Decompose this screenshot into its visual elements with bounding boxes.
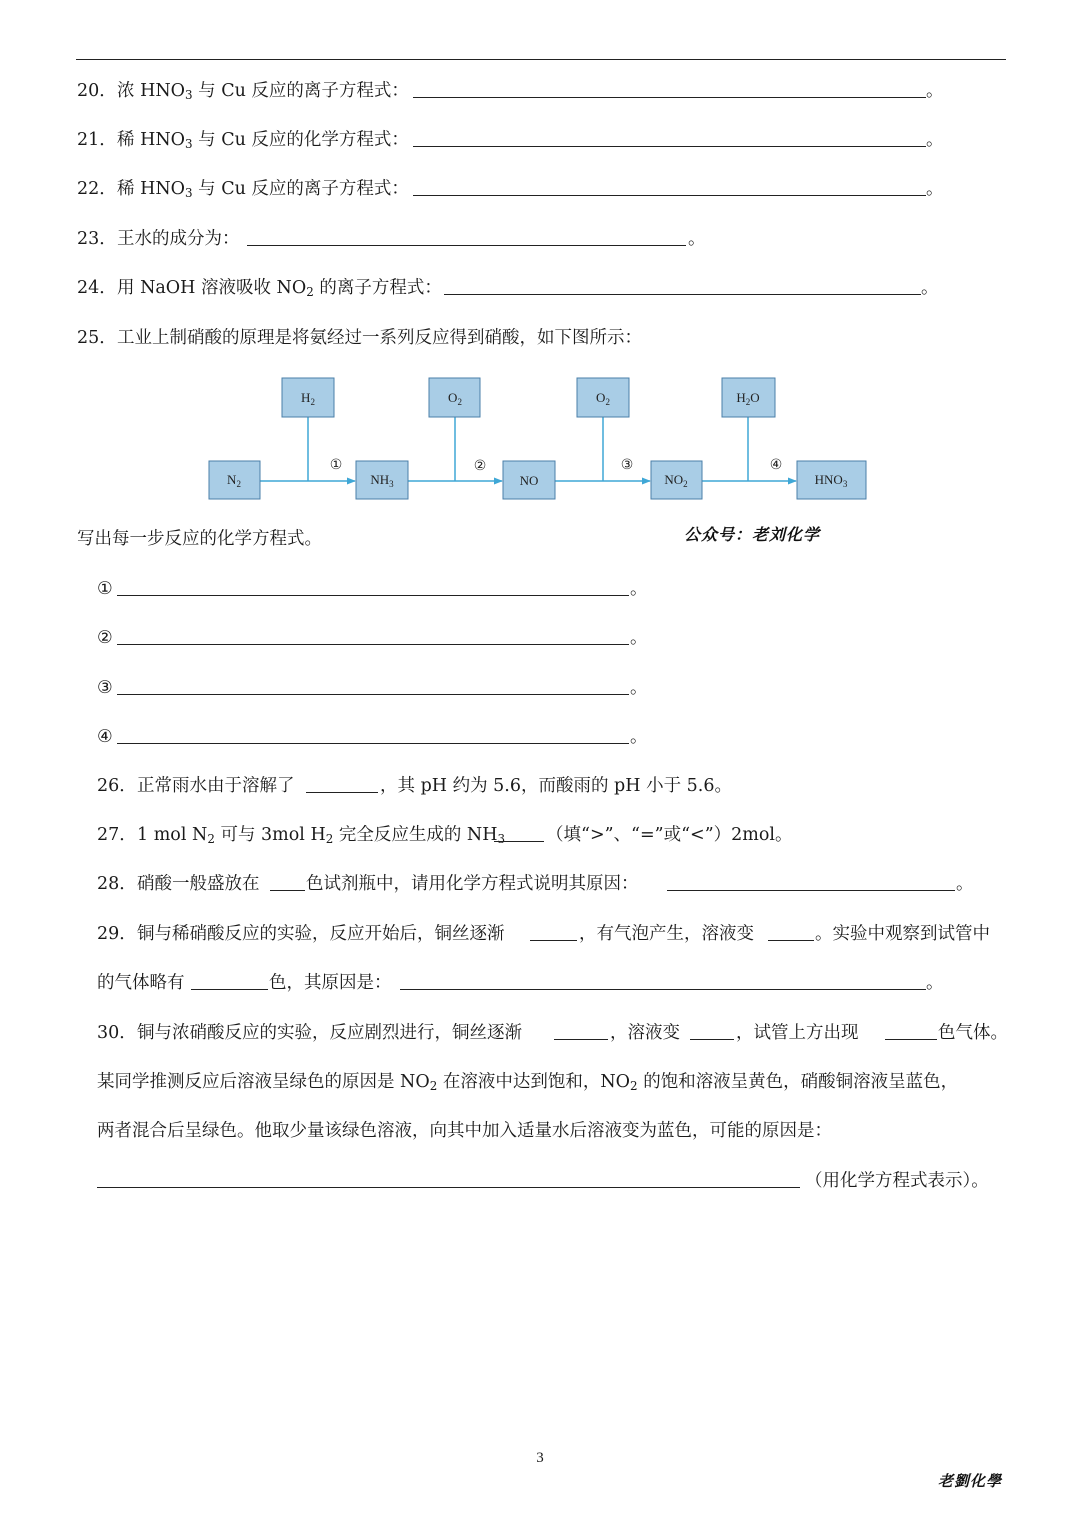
answer-blank[interactable] [690, 1020, 734, 1040]
question-number: 29． [97, 924, 137, 944]
step-label-1: ① [329, 457, 343, 473]
answer-blank[interactable] [768, 921, 814, 941]
answer-blank[interactable] [885, 1020, 937, 1040]
answer-blank[interactable] [117, 724, 629, 744]
answer-blank[interactable] [306, 773, 378, 793]
question-26: 26． 正常雨水由于溶解了 ，其 pH 约为 5.6，而酸雨的 pH 小于 5.6。 [0, 773, 1080, 799]
svg-text:H2: $H_2$ [301, 390, 315, 407]
q25-instruction: 写出每一步反应的化学方程式。 [77, 529, 322, 549]
answer-blank[interactable] [554, 1020, 608, 1040]
svg-text:HNO3: $HNO_3$ [814, 472, 848, 489]
question-number: 30． [97, 1023, 137, 1043]
question-29-cont: 的气体略有 色，其原因是： 。 [0, 970, 1080, 996]
species-box-nh3 [356, 461, 408, 499]
answer-blank[interactable] [191, 970, 268, 990]
question-30-cont-1: 某同学推测反应后溶液呈绿色的原因是 $NO_2$ 在溶液中达到饱和，$NO_2$ 的饱和溶液呈黄色，硝酸铜溶液呈蓝色， [97, 1072, 959, 1093]
question-number: 23． [77, 229, 117, 249]
step-label-3: ③ [620, 457, 634, 473]
watermark-corner: 老劉化學 [938, 1472, 1003, 1490]
species-box-no2 [651, 461, 702, 499]
svg-text:NH3: $NH_3$ [370, 472, 394, 489]
question-text: 浓 $HNO_3$ 与 Cu 反应的离子方程式： [117, 81, 409, 102]
question-text: 稀 $HNO_3$ 与 Cu 反应的化学方程式： [117, 130, 409, 151]
svg-text:NO: NO [519, 473, 539, 488]
reagent-box-3 [577, 378, 629, 417]
question-22: 22． 稀 $HNO_3$ 与 Cu 反应的离子方程式： 。 [0, 176, 1080, 202]
answer-blank[interactable] [270, 871, 305, 891]
question-number: 20． [77, 81, 117, 101]
question-29: 29． 铜与稀硝酸反应的实验，反应开始后，铜丝逐渐 ，有气泡产生，溶液变 。实验中观察到试管中 [0, 921, 1080, 947]
step-label-4: ④ [769, 457, 783, 473]
reagent-box-4 [722, 378, 775, 417]
svg-text:N2: $N_2$ [227, 472, 241, 489]
question-number: 28． [97, 874, 137, 894]
svg-text:H2O: $H_2O$ [736, 390, 760, 407]
question-21: 21． 稀 $HNO_3$ 与 Cu 反应的化学方程式： 。 [0, 127, 1080, 153]
svg-text:O2: $O_2$ [596, 390, 610, 407]
question-number: 22． [77, 179, 117, 199]
reagent-box-1 [282, 378, 334, 417]
question-text: 王水的成分为： [117, 229, 240, 249]
step-label-2: ② [473, 458, 487, 474]
q25-step-4: ④ 。 [0, 724, 1080, 750]
question-24: 24． 用 NaOH 溶液吸收 $NO_2$ 的离子方程式： 。 [0, 275, 1080, 301]
answer-blank[interactable] [667, 871, 955, 891]
answer-blank[interactable] [494, 822, 544, 842]
reagent-box-2 [429, 378, 480, 417]
question-27: 27． 1 mol $N_2$ 可与 3mol $H_2$ 完全反应生成的 $NH_3$ （填“>”、“=”或“<”）2mol。 [0, 822, 1080, 848]
species-box-hno3 [797, 461, 866, 499]
q25-step-3: ③ 。 [0, 675, 1080, 701]
species-box-n2 [209, 461, 260, 499]
question-number: 24． [77, 278, 117, 298]
watermark-official-account: 公众号：老刘化学 [684, 525, 821, 544]
answer-blank[interactable] [97, 1168, 800, 1188]
answer-blank[interactable] [530, 921, 577, 941]
question-number: 25． [77, 328, 117, 348]
question-text: 工业上制硝酸的原理是将氨经过一系列反应得到硝酸，如下图所示： [117, 328, 642, 348]
answer-blank[interactable] [117, 675, 629, 695]
q25-step-2: ② 。 [0, 625, 1080, 651]
question-30-cont-2: 两者混合后呈绿色。他取少量该绿色溶液，向其中加入适量水后溶液变为蓝色，可能的原因是： [97, 1121, 832, 1141]
question-number: 21． [77, 130, 117, 150]
question-23: 23． 王水的成分为： 。 [0, 226, 1080, 252]
question-number: 26． [97, 776, 137, 796]
answer-blank[interactable] [117, 576, 629, 596]
question-30: 30． 铜与浓硝酸反应的实验，反应剧烈进行，铜丝逐渐 ，溶液变 ，试管上方出现 色气体。 [0, 1020, 1080, 1046]
species-box-no [503, 461, 555, 499]
svg-text:O2: $O_2$ [448, 390, 462, 407]
svg-text:NO2: $NO_2$ [664, 472, 688, 489]
answer-blank[interactable] [400, 970, 926, 990]
question-number: 27． [97, 825, 137, 845]
q25-step-1: ① 。 [0, 576, 1080, 602]
answer-blank[interactable] [117, 625, 629, 645]
question-30-cont-3: （用化学方程式表示）。 [0, 1168, 1080, 1194]
question-text: 稀 $HNO_3$ 与 Cu 反应的离子方程式： [117, 179, 409, 200]
question-20: 20． 浓 $HNO_3$ 与 Cu 反应的离子方程式： 。 [0, 78, 1080, 104]
question-28: 28． 硝酸一般盛放在 色试剂瓶中，请用化学方程式说明其原因： 。 [0, 871, 1080, 897]
question-text: 用 NaOH 溶液吸收 $NO_2$ 的离子方程式： [117, 278, 442, 299]
nitric-acid-flow-diagram [0, 0, 1080, 520]
page-number: 3 [536, 1450, 544, 1466]
